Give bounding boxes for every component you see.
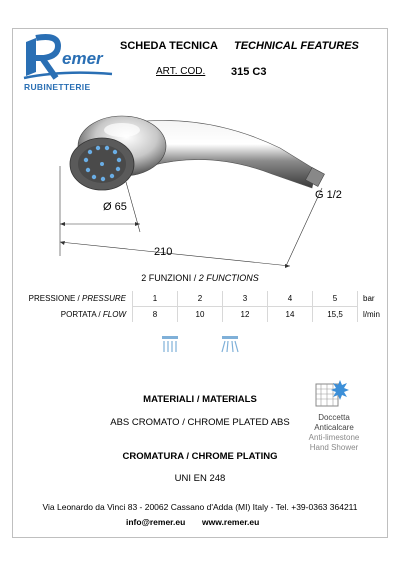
product-drawing	[40, 104, 360, 274]
badge-line: Anti-limestone	[308, 433, 360, 442]
flow-value: 8	[133, 307, 178, 323]
massage-spray-icon	[220, 334, 240, 359]
footer-website: www.remer.eu	[202, 517, 260, 527]
brand-logo	[22, 34, 118, 94]
functions-label	[0, 273, 400, 283]
flow-label-en: FLOW	[102, 309, 126, 319]
pressure-value: 5	[313, 291, 358, 307]
anti-limestone-badge	[294, 378, 374, 453]
flow-row	[22, 307, 382, 323]
plating-heading: CROMATURA / CHROME PLATING	[122, 451, 278, 462]
pressure-row	[22, 291, 382, 307]
thread-label: G 1/2	[315, 189, 342, 201]
flow-value: 10	[178, 307, 223, 323]
pressure-value: 1	[133, 291, 178, 307]
flow-value: 12	[223, 307, 268, 323]
functions-italian: 2 FUNZIONI /	[141, 273, 199, 283]
diameter-label: Ø 65	[103, 201, 127, 213]
article-code: 315 C3	[231, 66, 267, 78]
badge-line: Doccetta	[318, 413, 350, 422]
badge-text	[294, 413, 374, 453]
footer-email: info@remer.eu	[126, 517, 186, 527]
materials-heading: MATERIALI / MATERIALS	[143, 394, 257, 405]
pressure-label	[22, 291, 133, 307]
plating-text: UNI EN 248	[174, 473, 226, 484]
pressure-label-it: PRESSIONE /	[28, 294, 82, 304]
flow-value: 14	[268, 307, 313, 323]
flow-label	[22, 307, 133, 323]
length-label: 210	[154, 246, 173, 258]
flow-value: 15,5	[313, 307, 358, 323]
flow-label-it: PORTATA /	[60, 309, 103, 319]
rain-spray-icon	[160, 334, 180, 359]
pressure-unit: bar	[363, 294, 375, 304]
title-italian: SCHEDA TECNICA	[120, 40, 218, 52]
footer-address: Via Leonardo da Vinci 83 - 20062 Cassano d'Adda (MI) Italy - Tel. +39-0363 364211	[42, 502, 358, 512]
functions-english: 2 FUNCTIONS	[198, 273, 259, 283]
spec-table	[22, 291, 382, 322]
pressure-value: 4	[268, 291, 313, 307]
badge-line: Hand Shower	[309, 443, 359, 452]
svg-text:emer: emer	[62, 49, 103, 68]
title-english: TECHNICAL FEATURES	[234, 40, 359, 52]
materials-text: ABS CROMATO / CHROME PLATED ABS	[110, 417, 290, 428]
article-code-label: ART. COD.	[156, 66, 206, 77]
brand-subtitle: RUBINETTERIE	[24, 82, 91, 92]
badge-line: Anticalcare	[314, 423, 354, 432]
pressure-label-en: PRESSURE	[81, 294, 126, 304]
flow-unit: l/min	[363, 309, 380, 319]
limestone-icon	[314, 378, 374, 413]
hand-shower-illustration	[40, 104, 360, 274]
pressure-value: 3	[223, 291, 268, 307]
pressure-value: 2	[178, 291, 223, 307]
